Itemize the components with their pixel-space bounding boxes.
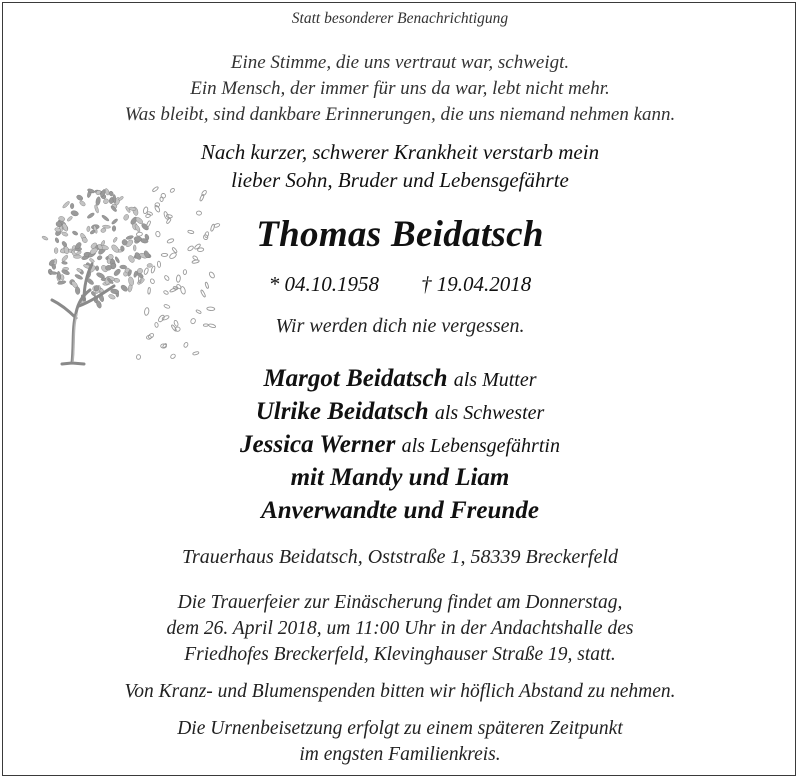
burial-line-1: Die Urnenbeisetzung erfolgt zu einem späteren Zeitpunkt	[177, 718, 623, 739]
intro-line-2: lieber Sohn, Bruder und Lebensgefährte	[231, 168, 569, 192]
with-children-line: mit Mandy und Liam	[290, 464, 510, 491]
mourner-role: als Schwester	[434, 402, 545, 424]
address-line: Trauerhaus Beidatsch, Oststraße 1, 58339 Breckerfeld	[181, 546, 619, 568]
mourner-name: Ulrike Beidatsch	[255, 398, 429, 425]
ceremony-line-3: Friedhofes Breckerfeld, Klevinghauser Straße 19, statt.	[184, 644, 616, 665]
birth-date: * 04.10.1958	[268, 272, 379, 296]
deceased-name: Thomas Beidatsch	[256, 214, 544, 255]
relatives-line: Anverwandte und Freunde	[261, 497, 539, 524]
burial-line-2: im engsten Familienkreis.	[299, 744, 501, 765]
death-date: † 19.04.2018	[421, 272, 532, 296]
mourner-role: als Lebensgefährtin	[401, 435, 560, 457]
verse-line-2: Ein Mensch, der immer für uns da war, lebt nicht mehr.	[190, 78, 610, 99]
mourner-2	[0, 395, 800, 430]
mourner-name: Margot Beidatsch	[263, 365, 448, 392]
ceremony-line-1: Die Trauerfeier zur Einäscherung findet am Donnerstag,	[177, 592, 623, 613]
intro-line-1: Nach kurzer, schwerer Krankheit verstarb mein	[200, 140, 600, 164]
verse-line-3: Was bleibt, sind dankbare Erinnerungen, die uns niemand nehmen kann.	[124, 104, 676, 125]
mourner-role: als Mutter	[453, 369, 537, 391]
life-dates	[0, 272, 800, 297]
motto: Wir werden dich nie vergessen.	[275, 315, 525, 337]
mourner-name: Jessica Werner	[240, 431, 396, 458]
ceremony-line-2: dem 26. April 2018, um 11:00 Uhr in der Andachtshalle des	[166, 618, 634, 639]
mourner-1	[0, 362, 800, 397]
notice-header: Statt besonderer Benachrichtigung	[291, 10, 509, 27]
verse-line-1: Eine Stimme, die uns vertraut war, schweigt.	[230, 52, 570, 73]
donations-note: Von Kranz- und Blumenspenden bitten wir höflich Abstand zu nehmen.	[124, 681, 676, 702]
mourner-3	[0, 428, 800, 463]
